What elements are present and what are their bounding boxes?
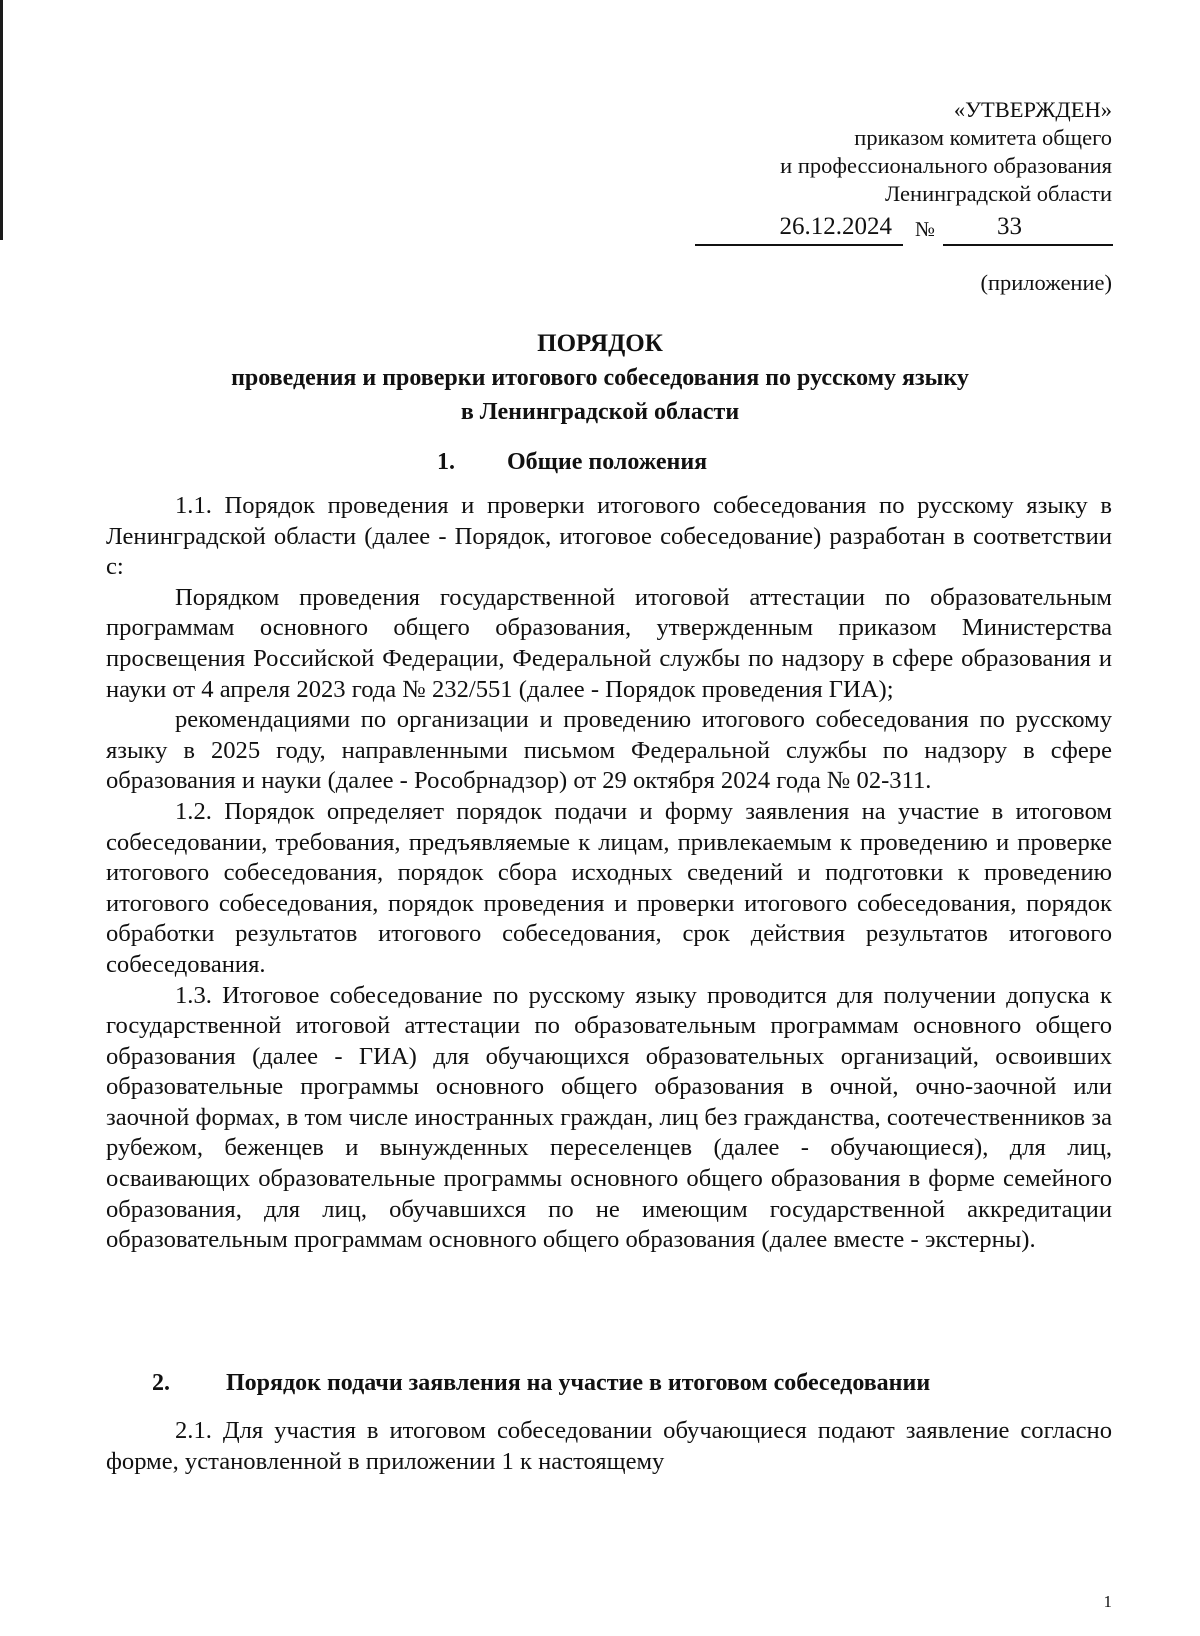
order-date-underline <box>695 244 903 246</box>
approval-stamp-line: «УТВЕРЖДЕН» <box>953 97 1112 122</box>
section-1-heading <box>437 449 707 476</box>
paragraph-1-1: 1.1. Порядок проведения и проверки итогового собеседования по русскому языку в Ленинградской области (далее - Порядок, итоговое собеседование) разработан в соответствии с: <box>106 492 1112 581</box>
section-2-body <box>106 1416 1112 1477</box>
approval-committee-line: и профессионального образования <box>780 153 1112 178</box>
paragraph-1-2: 1.2. Порядок определяет порядок подачи и форму заявления на участие в итоговом собеседовании, требования, предъявляемые к лицам, привлекаемым к проведению и проверке итогового собеседования, порядок сбора исходных сведений и подготовки к проведению итогового собеседования, порядок проведения и проверки итогового собеседования, порядок обработки результатов итогового собеседования, срок действия результатов итогового собеседования. <box>106 797 1112 978</box>
section-1-body <box>106 491 1112 1256</box>
paragraph-2-1: 2.1. Для участия в итоговом собеседовании обучающиеся подают заявление согласно форме, установленной в приложении 1 к настоящему <box>106 1417 1112 1475</box>
order-number-underline <box>943 244 1113 246</box>
approval-block <box>780 96 1112 208</box>
order-date: 26.12.2024 <box>779 213 892 240</box>
approval-order-line: приказом комитета общего <box>854 125 1112 150</box>
paragraph-1-3: 1.3. Итоговое собеседование по русскому языку проводится для получении допуска к государственной итоговой аттестации по образовательным программам основного общего образования (далее - ГИА) для обучающихся образовательных организаций, освоивших образовательные программы основного общего образования в очной, очно-заочной или заочной формах, в том числе иностранных граждан, лиц без гражданства, соотечественников за рубежом, беженцев и вынужденных переселенцев (далее - обучающиеся), для лиц, осваивающих образовательные программы основного общего образования в форме семейного образования, для лиц, обучавшихся по не имеющим государственной аккредитации образовательным программам основного общего образования (далее вместе - экстерны). <box>106 981 1112 1254</box>
paragraph-1-1-ref-a: Порядком проведения государственной итоговой аттестации по образовательным программам основного общего образования, утвержденным приказом Министерства просвещения Российской Федерации, Федеральной службы по надзору в сфере образования и науки от 4 апреля 2023 года № 232/551 (далее - Порядок проведения ГИА); <box>106 583 1112 703</box>
page-number: 1 <box>1103 1592 1112 1611</box>
order-number: 33 <box>997 213 1022 240</box>
appendix-note: (приложение) <box>980 270 1112 295</box>
section-2-heading <box>152 1370 930 1397</box>
section-2-title: Порядок подачи заявления на участие в итоговом собеседовании <box>226 1370 931 1396</box>
approval-region-line: Ленинградской области <box>884 181 1112 206</box>
order-date-number <box>695 213 1113 247</box>
scan-edge-mark <box>0 0 3 240</box>
title-subtitle-line2: в Ленинградской области <box>460 399 740 425</box>
title-main: ПОРЯДОК <box>537 330 663 357</box>
document-title <box>100 327 1100 429</box>
number-sign: № <box>915 217 936 241</box>
section-2-number: 2. <box>152 1370 170 1396</box>
section-1-title: Общие положения <box>507 449 708 475</box>
paragraph-1-1-ref-b: рекомендациями по организации и проведению итогового собеседования по русскому языку в 2025 году, направленными письмом Федеральной службы по надзору в сфере образования и науки (далее - Рособрнадзор) от 29 октября 2024 года № 02-311. <box>106 706 1112 795</box>
section-1-number: 1. <box>437 449 455 475</box>
title-subtitle-line1: проведения и проверки итогового собеседования по русскому языку <box>231 365 969 391</box>
